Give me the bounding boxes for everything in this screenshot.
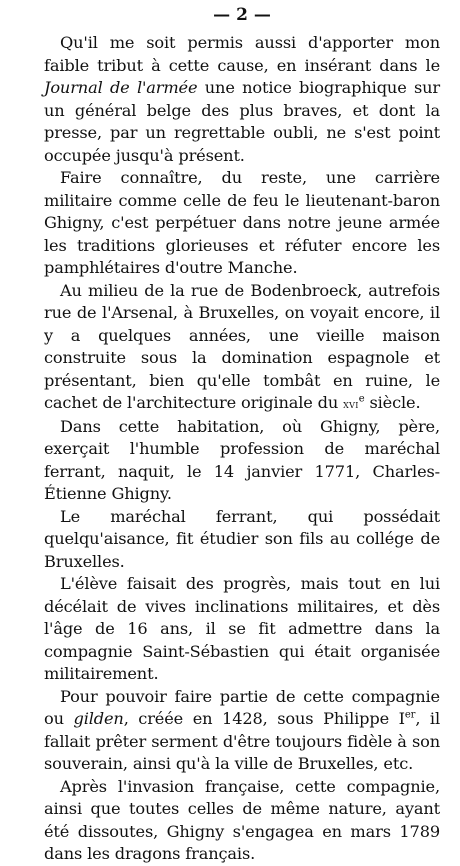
paragraph: [44, 776, 440, 866]
page-number: — 2 —: [213, 5, 271, 25]
paragraph: [44, 32, 440, 167]
text-segment: Faire connaître, du reste, une carrière militaire comme celle de feu le lieutenant-baron Ghigny, c'est perpétuer dans notre jeune armée les traditions glorieuses et réfuter encore les pamphlétaires d'outre Manche.: [44, 168, 440, 277]
text-segment: Qu'il me soit permis aussi d'apporter mon faible tribut à cette cause, en insérant dans le: [44, 33, 440, 75]
paragraph: [44, 280, 440, 416]
paragraph: [44, 573, 440, 686]
text-segment: Dans cette habitation, où Ghigny, père, exerçait l'humble profession de maréchal ferrant, naquit, le 14 janvier 1771, Charles-Étienne Ghigny.: [44, 416, 440, 503]
text-segment: siècle.: [364, 393, 421, 412]
body-text: [44, 32, 440, 866]
text-segment: , il fallait prêter serment d'être toujours fidèle à son souverain, ainsi qu'à la ville de Bruxelles, etc.: [44, 709, 440, 773]
paragraph: [44, 686, 440, 776]
text-segment: Au milieu de la rue de Bodenbroeck, autrefois rue de l'Arsenal, à Bruxelles, on voyait encore, il y a quelques années, une vieille maison construite sous la domination espagnole et présentant, bien qu'elle tombât en ruine, le cachet de l'architecture originale du: [44, 280, 440, 412]
text-segment: Pour pouvoir faire partie de cette compagnie ou: [44, 686, 440, 728]
paragraph: [44, 167, 440, 280]
text-segment: une notice biographique sur un général belge des plus braves, et dont la presse, par un regrettable oubli, ne s'est point occupée jusqu'à présent.: [44, 78, 440, 165]
text-segment: L'élève faisait des progrès, mais tout en lui décélait de vives inclinations militaires, et dès l'âge de 16 ans, il se fit admettre dans la compagnie Saint-Sébastien qui était organisée militairement.: [44, 574, 440, 683]
paragraph: [44, 506, 440, 574]
text-segment: Journal de l'armée: [44, 78, 198, 97]
text-segment: er: [404, 709, 416, 721]
text-segment: Après l'invasion française, cette compagnie, ainsi que toutes celles de même nature, ayant été dissoutes, Ghigny s'engagea en mars 1789 dans les dragons français.: [44, 776, 440, 863]
text-segment: xvi: [343, 397, 359, 411]
text-segment: gilden: [73, 709, 124, 728]
paragraph: [44, 416, 440, 506]
text-segment: e: [358, 393, 365, 405]
text-segment: Le maréchal ferrant, qui possédait quelqu'aisance, fit étudier son fils au collége de Bruxelles.: [44, 506, 440, 571]
text-segment: , créée en 1428, sous Philippe I: [123, 709, 405, 728]
